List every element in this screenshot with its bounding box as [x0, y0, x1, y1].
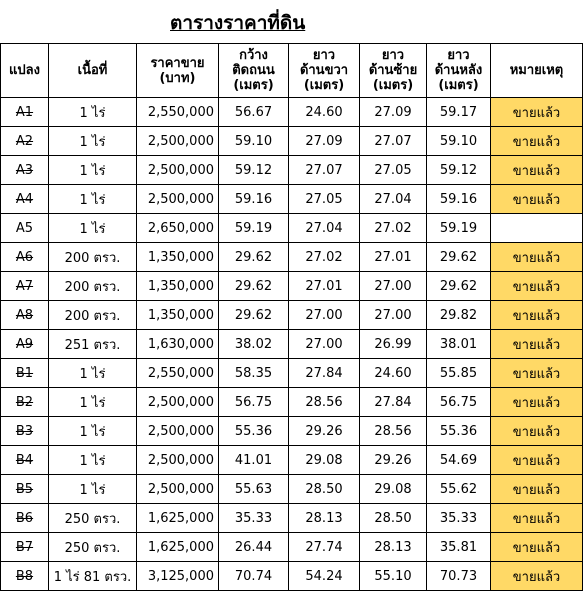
- price-cell: 1,630,000: [137, 330, 219, 359]
- note-cell: ขายแล้ว: [491, 330, 583, 359]
- plot-label: B6: [15, 510, 34, 526]
- price-cell: 2,500,000: [137, 388, 219, 417]
- price-cell: 2,650,000: [137, 214, 219, 243]
- table-row: [1, 214, 583, 243]
- header-note: หมายเหตุ: [491, 44, 583, 98]
- right-length-cell: 54.24: [289, 562, 360, 591]
- header-back-length: [427, 44, 491, 98]
- plot-cell: [1, 185, 49, 214]
- header-price: [137, 44, 219, 98]
- plot-cell: [1, 214, 49, 243]
- price-cell: 2,500,000: [137, 156, 219, 185]
- plot-label: A1: [15, 104, 34, 120]
- note-cell: ขายแล้ว: [491, 533, 583, 562]
- left-length-cell: 55.10: [360, 562, 427, 591]
- price-cell: 2,500,000: [137, 446, 219, 475]
- header-road-line3: (เมตร): [233, 78, 274, 93]
- left-length-cell: 24.60: [360, 359, 427, 388]
- road-width-cell: 59.12: [219, 156, 289, 185]
- left-length-cell: 27.01: [360, 243, 427, 272]
- plot-cell: [1, 359, 49, 388]
- area-cell: 250 ตรว.: [49, 533, 137, 562]
- plot-cell: [1, 475, 49, 504]
- left-length-cell: 29.08: [360, 475, 427, 504]
- right-length-cell: 27.84: [289, 359, 360, 388]
- left-length-cell: 27.09: [360, 98, 427, 127]
- plot-cell: [1, 504, 49, 533]
- area-cell: 1 ไร่: [49, 185, 137, 214]
- plot-cell: [1, 446, 49, 475]
- right-length-cell: 27.07: [289, 156, 360, 185]
- header-area: เนื้อที่: [49, 44, 137, 98]
- left-length-cell: 28.13: [360, 533, 427, 562]
- road-width-cell: 29.62: [219, 243, 289, 272]
- note-cell: ขายแล้ว: [491, 562, 583, 591]
- plot-label: B1: [15, 365, 34, 381]
- header-back-line3: (เมตร): [438, 78, 479, 93]
- area-cell: 1 ไร่: [49, 359, 137, 388]
- left-length-cell: 27.05: [360, 156, 427, 185]
- plot-label: A3: [15, 162, 34, 178]
- area-cell: 1 ไร่: [49, 214, 137, 243]
- price-cell: 1,350,000: [137, 301, 219, 330]
- header-back-line1: ยาว: [447, 48, 470, 63]
- right-length-cell: 24.60: [289, 98, 360, 127]
- right-length-cell: 27.74: [289, 533, 360, 562]
- area-cell: 251 ตรว.: [49, 330, 137, 359]
- right-length-cell: 27.01: [289, 272, 360, 301]
- header-right-line2: ด้านขวา: [299, 63, 349, 78]
- area-cell: 1 ไร่: [49, 417, 137, 446]
- price-cell: 1,625,000: [137, 504, 219, 533]
- price-cell: 3,125,000: [137, 562, 219, 591]
- right-length-cell: 29.26: [289, 417, 360, 446]
- back-length-cell: 55.62: [427, 475, 491, 504]
- road-width-cell: 56.75: [219, 388, 289, 417]
- right-length-cell: 28.50: [289, 475, 360, 504]
- back-length-cell: 59.17: [427, 98, 491, 127]
- back-length-cell: 56.75: [427, 388, 491, 417]
- header-road-width: [219, 44, 289, 98]
- table-row: [1, 156, 583, 185]
- table-row: [1, 185, 583, 214]
- plot-cell: [1, 98, 49, 127]
- header-road-line1: กว้าง: [239, 48, 268, 63]
- plot-cell: [1, 388, 49, 417]
- back-length-cell: 59.16: [427, 185, 491, 214]
- plot-label: A6: [15, 249, 34, 265]
- note-cell: ขายแล้ว: [491, 243, 583, 272]
- note-cell: ขายแล้ว: [491, 446, 583, 475]
- left-length-cell: 27.84: [360, 388, 427, 417]
- table-row: [1, 330, 583, 359]
- plot-label: A2: [15, 133, 34, 149]
- table-row: [1, 446, 583, 475]
- area-cell: 1 ไร่: [49, 388, 137, 417]
- table-row: [1, 243, 583, 272]
- right-length-cell: 27.05: [289, 185, 360, 214]
- table-row: [1, 127, 583, 156]
- area-cell: 200 ตรว.: [49, 301, 137, 330]
- note-cell: ขายแล้ว: [491, 272, 583, 301]
- table-row: [1, 417, 583, 446]
- back-length-cell: 55.85: [427, 359, 491, 388]
- back-length-cell: 54.69: [427, 446, 491, 475]
- back-length-cell: 29.62: [427, 272, 491, 301]
- road-width-cell: 58.35: [219, 359, 289, 388]
- left-length-cell: 27.04: [360, 185, 427, 214]
- plot-label: A7: [15, 278, 34, 294]
- header-left-length: [360, 44, 427, 98]
- back-length-cell: 38.01: [427, 330, 491, 359]
- plot-cell: [1, 417, 49, 446]
- header-price-line1: ราคาขาย: [150, 55, 205, 71]
- plot-label: B2: [15, 394, 34, 410]
- right-length-cell: 27.00: [289, 301, 360, 330]
- land-price-table: [0, 43, 583, 591]
- table-row: [1, 504, 583, 533]
- header-row: [1, 44, 583, 98]
- back-length-cell: 29.62: [427, 243, 491, 272]
- road-width-cell: 35.33: [219, 504, 289, 533]
- left-length-cell: 27.00: [360, 272, 427, 301]
- plot-cell: [1, 301, 49, 330]
- plot-label: A5: [15, 220, 34, 236]
- table-row: [1, 388, 583, 417]
- road-width-cell: 56.67: [219, 98, 289, 127]
- right-length-cell: 28.56: [289, 388, 360, 417]
- plot-label: A8: [15, 307, 34, 323]
- table-row: [1, 475, 583, 504]
- left-length-cell: 26.99: [360, 330, 427, 359]
- left-length-cell: 28.56: [360, 417, 427, 446]
- plot-cell: [1, 243, 49, 272]
- road-width-cell: 29.62: [219, 272, 289, 301]
- left-length-cell: 28.50: [360, 504, 427, 533]
- plot-label: B3: [15, 423, 34, 439]
- area-cell: 1 ไร่: [49, 156, 137, 185]
- header-right-length: [289, 44, 360, 98]
- table-row: [1, 98, 583, 127]
- area-cell: 1 ไร่: [49, 127, 137, 156]
- note-cell: ขายแล้ว: [491, 388, 583, 417]
- road-width-cell: 29.62: [219, 301, 289, 330]
- right-length-cell: 29.08: [289, 446, 360, 475]
- road-width-cell: 38.02: [219, 330, 289, 359]
- price-cell: 1,625,000: [137, 533, 219, 562]
- note-cell: ขายแล้ว: [491, 98, 583, 127]
- price-cell: 2,550,000: [137, 359, 219, 388]
- right-length-cell: 28.13: [289, 504, 360, 533]
- left-length-cell: 27.02: [360, 214, 427, 243]
- back-length-cell: 55.36: [427, 417, 491, 446]
- note-cell: ขายแล้ว: [491, 359, 583, 388]
- header-right-line3: (เมตร): [303, 78, 345, 93]
- area-cell: 200 ตรว.: [49, 272, 137, 301]
- table-row: [1, 533, 583, 562]
- plot-cell: [1, 127, 49, 156]
- area-cell: 1 ไร่: [49, 98, 137, 127]
- road-width-cell: 59.19: [219, 214, 289, 243]
- title-row: [0, 0, 583, 43]
- right-length-cell: 27.02: [289, 243, 360, 272]
- plot-label: A4: [15, 191, 34, 207]
- area-cell: 200 ตรว.: [49, 243, 137, 272]
- road-width-cell: 55.63: [219, 475, 289, 504]
- area-cell: 1 ไร่ 81 ตรว.: [49, 562, 137, 591]
- right-length-cell: 27.09: [289, 127, 360, 156]
- back-length-cell: 35.81: [427, 533, 491, 562]
- plot-label: B4: [15, 452, 34, 468]
- note-cell: ขายแล้ว: [491, 127, 583, 156]
- header-left-line3: (เมตร): [372, 78, 414, 93]
- header-road-line2: ติดถนน: [232, 63, 275, 78]
- plot-label: B7: [15, 539, 34, 555]
- plot-cell: [1, 330, 49, 359]
- header-back-line2: ด้านหลัง: [434, 63, 483, 78]
- road-width-cell: 70.74: [219, 562, 289, 591]
- back-length-cell: 70.73: [427, 562, 491, 591]
- note-cell: ขายแล้ว: [491, 475, 583, 504]
- back-length-cell: 35.33: [427, 504, 491, 533]
- back-length-cell: 59.19: [427, 214, 491, 243]
- table-row: [1, 301, 583, 330]
- note-cell: ขายแล้ว: [491, 156, 583, 185]
- note-cell: ขายแล้ว: [491, 301, 583, 330]
- table-row: [1, 272, 583, 301]
- price-cell: 2,500,000: [137, 417, 219, 446]
- plot-cell: [1, 533, 49, 562]
- left-length-cell: 27.07: [360, 127, 427, 156]
- plot-label: A9: [15, 336, 34, 352]
- road-width-cell: 41.01: [219, 446, 289, 475]
- right-length-cell: 27.04: [289, 214, 360, 243]
- plot-cell: [1, 562, 49, 591]
- back-length-cell: 59.10: [427, 127, 491, 156]
- note-cell: ขายแล้ว: [491, 417, 583, 446]
- right-length-cell: 27.00: [289, 330, 360, 359]
- back-length-cell: 29.82: [427, 301, 491, 330]
- table-row: [1, 359, 583, 388]
- road-width-cell: 55.36: [219, 417, 289, 446]
- header-right-line1: ยาว: [312, 48, 336, 63]
- note-cell: ขายแล้ว: [491, 504, 583, 533]
- price-cell: 2,500,000: [137, 127, 219, 156]
- table-body: [1, 98, 583, 591]
- price-cell: 2,500,000: [137, 185, 219, 214]
- plot-label: B8: [15, 568, 34, 584]
- price-cell: 2,500,000: [137, 475, 219, 504]
- area-cell: 1 ไร่: [49, 475, 137, 504]
- header-price-line2: (บาท): [159, 70, 196, 86]
- table-row: [1, 562, 583, 591]
- area-cell: 250 ตรว.: [49, 504, 137, 533]
- price-cell: 1,350,000: [137, 243, 219, 272]
- plot-cell: [1, 272, 49, 301]
- road-width-cell: 59.16: [219, 185, 289, 214]
- header-left-line1: ยาว: [381, 48, 405, 63]
- back-length-cell: 59.12: [427, 156, 491, 185]
- price-cell: 1,350,000: [137, 272, 219, 301]
- header-left-line2: ด้านซ้าย: [368, 63, 418, 78]
- plot-label: B5: [15, 481, 34, 497]
- area-cell: 1 ไร่: [49, 446, 137, 475]
- left-length-cell: 27.00: [360, 301, 427, 330]
- road-width-cell: 26.44: [219, 533, 289, 562]
- price-cell: 2,550,000: [137, 98, 219, 127]
- page-title: ตารางราคาที่ดิน: [170, 12, 306, 34]
- road-width-cell: 59.10: [219, 127, 289, 156]
- plot-cell: [1, 156, 49, 185]
- left-length-cell: 29.26: [360, 446, 427, 475]
- header-plot: แปลง: [1, 44, 49, 98]
- note-cell: [491, 214, 583, 243]
- note-cell: ขายแล้ว: [491, 185, 583, 214]
